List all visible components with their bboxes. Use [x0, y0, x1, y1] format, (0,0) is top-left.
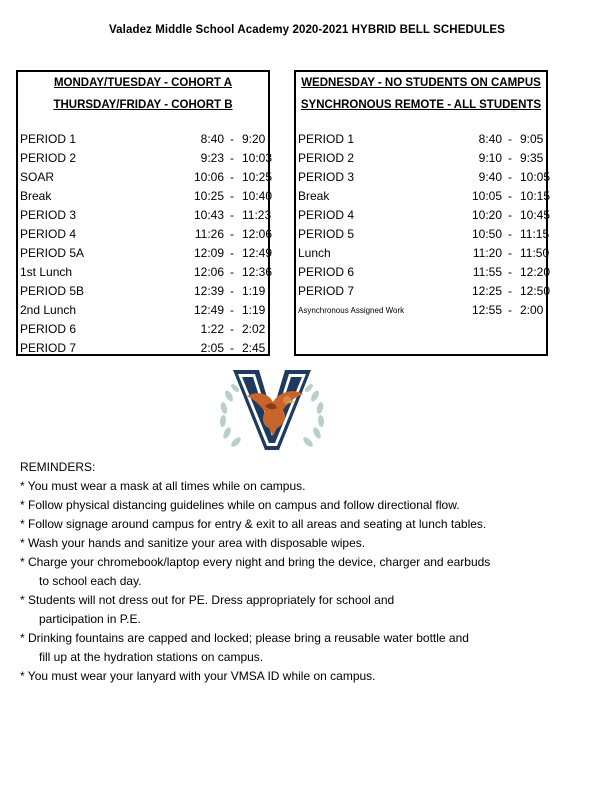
- start-time: 12:55: [471, 303, 502, 317]
- time-separator: -: [230, 246, 234, 260]
- schedule-header: [18, 72, 268, 116]
- end-time: 11:23: [242, 208, 272, 222]
- schedule-row: [20, 339, 268, 358]
- time-separator: -: [508, 132, 512, 146]
- reminder-item: * You must wear a mask at all times while on campus.: [20, 479, 306, 493]
- end-time: 12:49: [242, 246, 273, 260]
- reminder-continuation: participation in P.E.: [39, 612, 141, 626]
- end-time: 11:15: [520, 227, 550, 241]
- end-time: 9:35: [520, 151, 544, 165]
- schedule-row: [298, 301, 546, 320]
- period-label: PERIOD 6: [20, 322, 77, 336]
- end-time: 10:45: [520, 208, 551, 222]
- schedule-row: [298, 282, 551, 301]
- period-label: Break: [298, 189, 330, 203]
- schedule-row: [298, 130, 546, 149]
- reminder-item: * You must wear your lanyard with your VMSA ID while on campus.: [20, 669, 376, 683]
- period-label: Break: [20, 189, 52, 203]
- reminder-item: * Charge your chromebook/laptop every night and bring the device, charger and earbuds: [20, 555, 491, 569]
- schedule-row: [20, 263, 273, 282]
- time-separator: -: [230, 132, 234, 146]
- schedule-row: [20, 225, 273, 244]
- time-separator: -: [230, 303, 234, 317]
- schedule-row: [20, 206, 272, 225]
- start-time: 10:43: [193, 208, 224, 222]
- schedule-row: [298, 244, 550, 263]
- end-time: 12:50: [520, 284, 551, 298]
- reminder-continuation: to school each day.: [39, 574, 142, 588]
- start-time: 10:25: [193, 189, 224, 203]
- time-separator: -: [508, 151, 512, 165]
- start-time: 9:10: [478, 151, 502, 165]
- period-label: Lunch: [298, 246, 331, 260]
- schedule-row: [20, 149, 273, 168]
- period-label: PERIOD 1: [20, 132, 77, 146]
- time-separator: -: [508, 246, 512, 260]
- time-separator: -: [508, 303, 512, 317]
- end-time: 10:25: [242, 170, 273, 184]
- time-separator: -: [230, 189, 234, 203]
- end-time: 2:45: [242, 341, 266, 355]
- reminder-item: * Students will not dress out for PE. Dress appropriately for school and: [20, 593, 395, 607]
- time-separator: -: [230, 284, 234, 298]
- period-label: 2nd Lunch: [20, 303, 77, 317]
- reminder-item: * Wash your hands and sanitize your area with disposable wipes.: [20, 536, 366, 550]
- period-label: SOAR: [20, 170, 55, 184]
- schedule-header-line2: SYNCHRONOUS REMOTE - ALL STUDENTS: [300, 99, 542, 111]
- schedule-row: [20, 168, 273, 187]
- period-label: PERIOD 5: [298, 227, 355, 241]
- reminder-continuation: fill up at the hydration stations on campus.: [39, 650, 264, 664]
- end-time: 9:05: [520, 132, 544, 146]
- period-label: PERIOD 4: [20, 227, 77, 241]
- end-time: 1:19: [242, 284, 266, 298]
- start-time: 11:55: [472, 265, 502, 279]
- end-time: 12:36: [242, 265, 273, 279]
- end-time: 10:03: [242, 151, 273, 165]
- reminder-item: * Drinking fountains are capped and locked; please bring a reusable water bottle and: [20, 631, 469, 645]
- end-time: 2:00: [520, 303, 544, 317]
- start-time: 11:26: [194, 227, 224, 241]
- schedule-box-cohort: [16, 70, 273, 356]
- start-time: 12:06: [193, 265, 224, 279]
- start-time: 12:39: [193, 284, 224, 298]
- period-label: PERIOD 7: [298, 284, 355, 298]
- schedule-row: [298, 206, 551, 225]
- reminders-section: [20, 458, 600, 686]
- start-time: 2:05: [200, 341, 224, 355]
- schedule-row: [20, 282, 268, 301]
- start-time: 9:40: [478, 170, 502, 184]
- start-time: 9:23: [200, 151, 224, 165]
- end-time: 12:06: [242, 227, 273, 241]
- time-separator: -: [230, 170, 234, 184]
- time-separator: -: [508, 284, 512, 298]
- period-label: PERIOD 5B: [20, 284, 85, 298]
- period-label: PERIOD 7: [20, 341, 77, 355]
- start-time: 10:20: [471, 208, 502, 222]
- period-label: PERIOD 2: [298, 151, 355, 165]
- start-time: 12:25: [471, 284, 502, 298]
- end-time: 11:50: [520, 246, 550, 260]
- time-separator: -: [508, 265, 512, 279]
- start-time: 10:06: [193, 170, 224, 184]
- start-time: 1:22: [200, 322, 224, 336]
- start-time: 10:50: [471, 227, 502, 241]
- time-separator: -: [230, 208, 234, 222]
- start-time: 10:05: [471, 189, 502, 203]
- period-label: PERIOD 2: [20, 151, 77, 165]
- schedule-rows: [20, 130, 273, 358]
- period-label: PERIOD 4: [298, 208, 355, 222]
- period-label: Asynchronous Assigned Work: [298, 306, 405, 315]
- time-separator: -: [230, 265, 234, 279]
- schedule-header: [296, 72, 546, 116]
- schedule-row: [298, 263, 551, 282]
- period-label: PERIOD 1: [298, 132, 355, 146]
- end-time: 9:20: [242, 132, 266, 146]
- schedule-row: [298, 187, 551, 206]
- schedule-rows: [298, 130, 551, 320]
- end-time: 2:02: [242, 322, 266, 336]
- time-separator: -: [230, 151, 234, 165]
- start-time: 12:09: [193, 246, 224, 260]
- schedule-row: [20, 320, 268, 339]
- schedule-row: [20, 244, 273, 263]
- start-time: 11:20: [472, 246, 502, 260]
- period-label: PERIOD 5A: [20, 246, 85, 260]
- schedule-row: [20, 187, 273, 206]
- time-separator: -: [508, 170, 512, 184]
- schedule-header-line1: MONDAY/TUESDAY - COHORT A: [53, 77, 233, 89]
- reminders-list: [20, 477, 600, 686]
- end-time: 1:19: [242, 303, 266, 317]
- end-time: 10:40: [242, 189, 273, 203]
- schedule-header-line2: THURSDAY/FRIDAY - COHORT B: [53, 99, 233, 111]
- time-separator: -: [230, 341, 234, 355]
- schedule-row: [20, 130, 268, 149]
- time-separator: -: [508, 189, 512, 203]
- end-time: 10:05: [520, 170, 551, 184]
- end-time: 12:20: [520, 265, 551, 279]
- start-time: 8:40: [478, 132, 502, 146]
- page-title: Valadez Middle School Academy 2020-2021 HYBRID BELL SCHEDULES: [109, 24, 505, 36]
- start-time: 8:40: [200, 132, 224, 146]
- time-separator: -: [230, 322, 234, 336]
- end-time: 10:15: [520, 189, 551, 203]
- time-separator: -: [508, 208, 512, 222]
- start-time: 12:49: [193, 303, 224, 317]
- period-label: PERIOD 3: [20, 208, 77, 222]
- period-label: PERIOD 3: [298, 170, 355, 184]
- time-separator: -: [230, 227, 234, 241]
- schedule-row: [298, 225, 550, 244]
- school-logo-icon: [207, 366, 337, 456]
- reminder-item: * Follow signage around campus for entry & exit to all areas and seating at lunch tables.: [20, 517, 487, 531]
- reminder-item: * Follow physical distancing guidelines while on campus and follow directional flow.: [20, 498, 460, 512]
- reminders-heading: REMINDERS:: [20, 460, 96, 474]
- schedule-row: [20, 301, 268, 320]
- schedule-row: [298, 168, 551, 187]
- schedule-row: [298, 149, 546, 168]
- period-label: 1st Lunch: [20, 265, 73, 279]
- schedule-box-wednesday: [294, 70, 551, 356]
- schedule-header-line1: WEDNESDAY - NO STUDENTS ON CAMPUS: [301, 77, 541, 89]
- period-label: PERIOD 6: [298, 265, 355, 279]
- time-separator: -: [508, 227, 512, 241]
